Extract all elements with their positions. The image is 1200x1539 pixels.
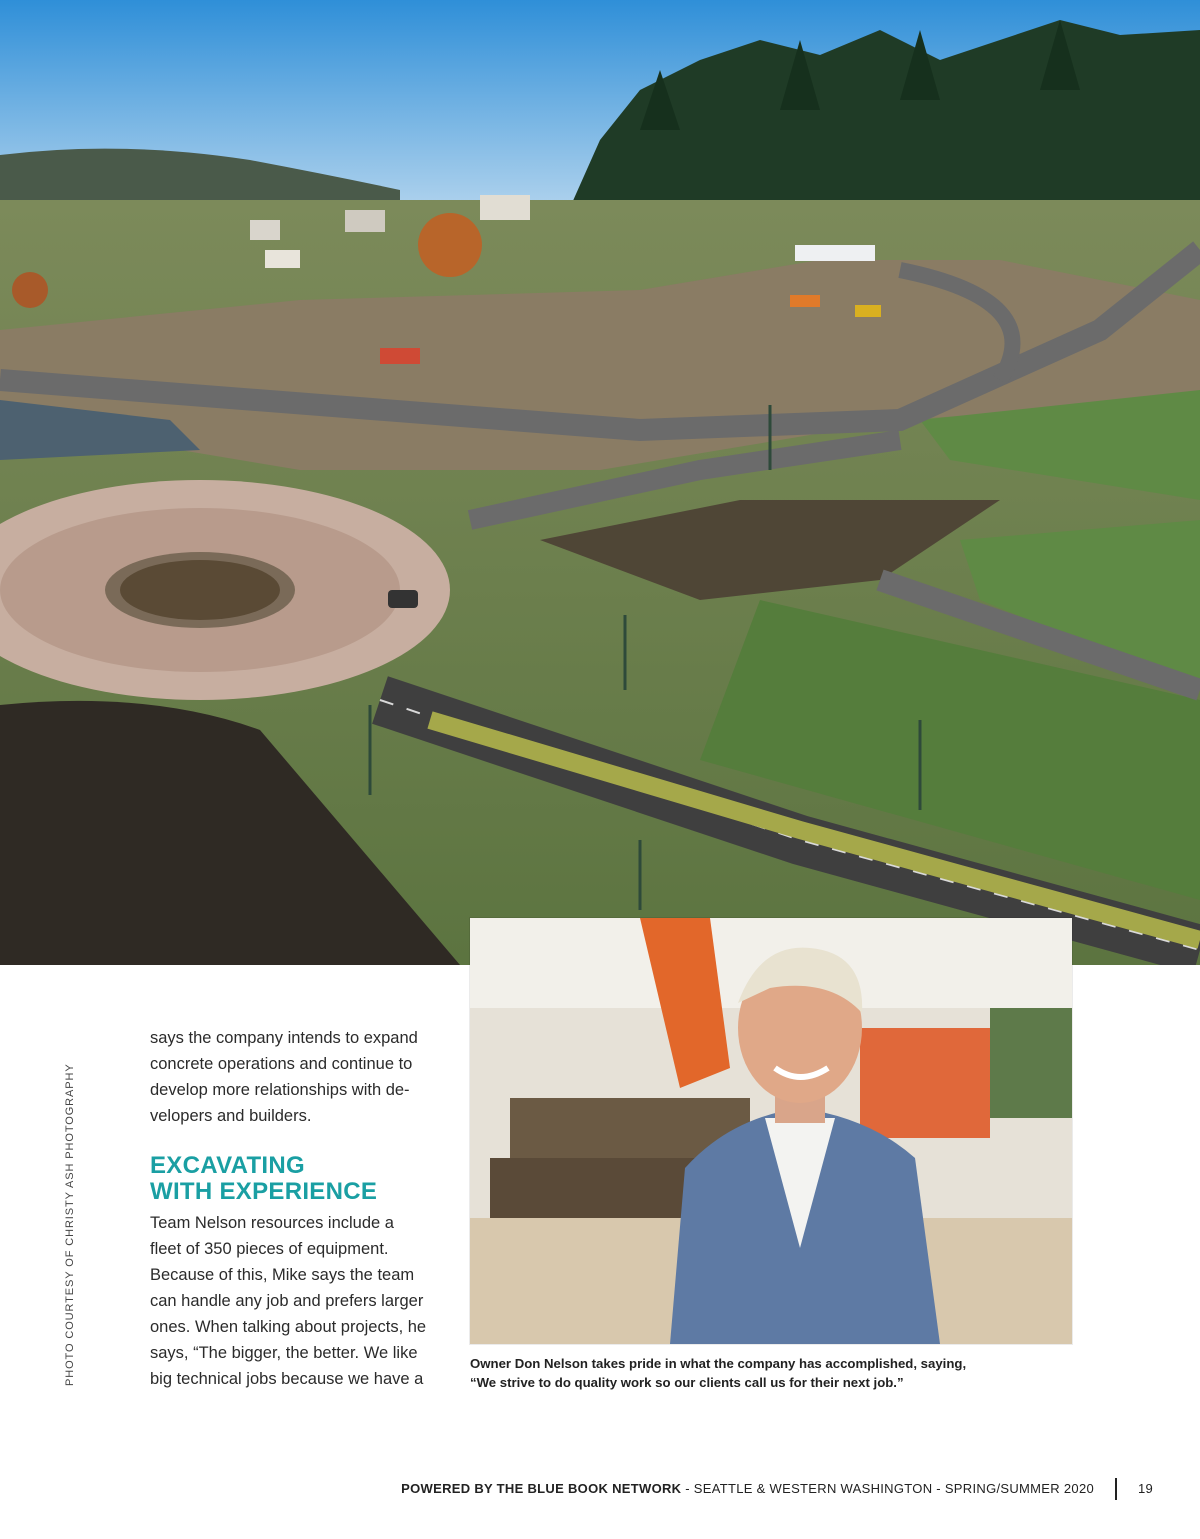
text-line: ones. When talking about projects, he xyxy=(150,1318,427,1336)
text-line: Team Nelson resources include a xyxy=(150,1214,394,1232)
text-line: big technical jobs because we have a xyxy=(150,1370,424,1388)
text-line: says the company intends to expand xyxy=(150,1029,418,1047)
footer-edition: - SEATTLE & WESTERN WASHINGTON - SPRING/SUMMER 2020 xyxy=(681,1481,1094,1496)
heading-line: WITH EXPERIENCE xyxy=(150,1178,378,1205)
owner-portrait-photo xyxy=(470,918,1072,1344)
photo-credit: PHOTO COURTESY OF CHRISTY ASH PHOTOGRAPHY xyxy=(64,1063,76,1386)
page-number: 19 xyxy=(1138,1481,1154,1496)
intro-paragraph xyxy=(150,1025,434,1129)
text-line: concrete operations and continue to xyxy=(150,1055,413,1073)
text-line: says, “The bigger, the better. We like xyxy=(150,1344,418,1362)
text-line: can handle any job and prefers larger xyxy=(150,1292,424,1310)
footer-publisher: POWERED BY THE BLUE BOOK NETWORK xyxy=(401,1481,682,1496)
footer-divider xyxy=(1115,1478,1117,1500)
caption-line: Owner Don Nelson takes pride in what the company has accomplished, saying, xyxy=(470,1356,967,1371)
section-heading xyxy=(150,1153,450,1205)
text-line: fleet of 350 pieces of equipment. xyxy=(150,1240,389,1258)
caption-line: “We strive to do quality work so our clients call us for their next job.” xyxy=(470,1375,904,1390)
photo-caption xyxy=(470,1354,1080,1392)
text-line: develop more relationships with de- xyxy=(150,1081,410,1099)
text-line: velopers and builders. xyxy=(150,1107,312,1125)
text-line: Because of this, Mike says the team xyxy=(150,1266,415,1284)
body-paragraph xyxy=(150,1210,434,1392)
footer-text xyxy=(401,1481,1094,1496)
heading-line: EXCAVATING xyxy=(150,1152,306,1179)
page-footer xyxy=(0,1478,1200,1502)
